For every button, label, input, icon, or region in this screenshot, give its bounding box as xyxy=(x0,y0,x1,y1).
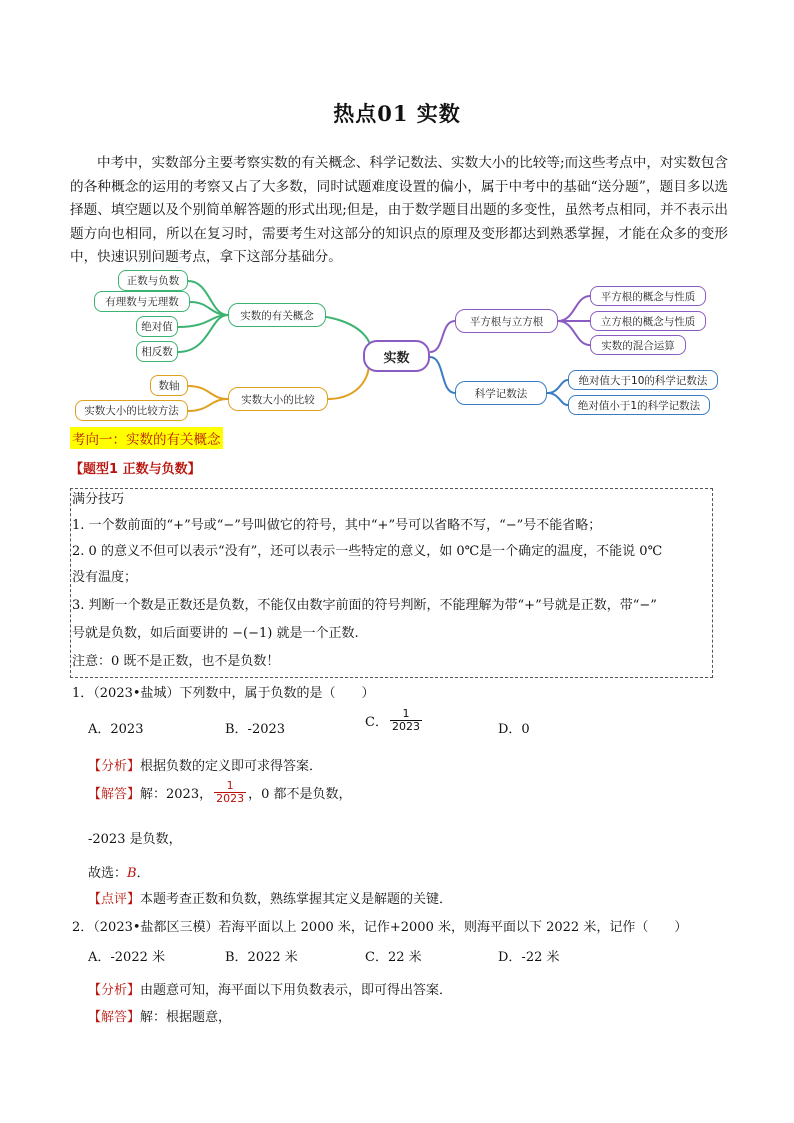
node-compare-method: 实数大小的比较方法 xyxy=(75,400,188,421)
tips-heading: 满分技巧 xyxy=(72,492,125,507)
q2-option-c: C．22 米 xyxy=(365,950,422,965)
node-square-root: 平方根的概念与性质 xyxy=(590,286,706,306)
q1-option-b: B．-2023 xyxy=(225,722,286,737)
node-number-line: 数轴 xyxy=(150,375,188,396)
q1-option-d: D．0 xyxy=(498,722,530,737)
analysis-text: 由题意可知，海平面以下用负数表示，即可得出答案． xyxy=(140,983,453,998)
analysis-tag: 【分析】 xyxy=(88,983,141,998)
q1-option-c xyxy=(365,708,424,733)
tip-3a: 3. 判断一个数是正数还是负数，不能仅由数字前面的符号判断，不能理解为带“+”号就是正数，带“−” xyxy=(72,598,657,613)
choose-prefix: 故选： xyxy=(88,866,128,881)
fraction-numerator: 1 xyxy=(226,779,234,792)
choose-suffix: ． xyxy=(136,866,150,881)
question-type-heading: 【题型1 正数与负数】 xyxy=(70,462,201,477)
node-compare: 实数大小的比较 xyxy=(228,387,328,411)
q2-stem: 2．（2023•盐都区三模）若海平面以上 2000 米，记作+2000 米，则海平面以下 2022 米，记作（ ） xyxy=(72,920,688,935)
node-sci-large: 绝对值大于10的科学记数法 xyxy=(568,370,718,390)
node-absolute-value: 绝对值 xyxy=(136,316,178,337)
node-roots: 平方根与立方根 xyxy=(455,309,558,333)
node-sci-notation: 科学记数法 xyxy=(455,381,547,405)
node-mixed-ops: 实数的混合运算 xyxy=(590,335,686,355)
mind-map xyxy=(70,265,724,423)
analysis-tag: 【分析】 xyxy=(88,759,141,774)
fraction-denominator: 2023 xyxy=(216,792,245,805)
intro-paragraph: 中考中，实数部分主要考察实数的有关概念、科学记数法、实数大小的比较等;而这些考点中，对实数包含的各种概念的运用的考察又占了大多数，同时试题难度设置的偏小，属于中考中的基础“送分题”，题目多以选择题、填空题以及个别简单解答题的形式出现;但是，由于数学题目出题的多变性，虽然考点相同，并不表示出题方向也相同，所以在复习时，需要考生对这部分的知识点的原理及变形都达到熟悉掌握，才能在众多的变形中，快速识别问题考点，拿下这部分基础分。 xyxy=(70,155,728,265)
q1-option-c-label: C． xyxy=(365,715,388,730)
q1-choose xyxy=(88,862,150,881)
answer-tag: 【解答】 xyxy=(88,787,141,802)
choose-value: B xyxy=(127,866,137,881)
q1-option-c-fraction xyxy=(390,708,422,733)
answer-post: ，0 都不是负数， xyxy=(248,787,352,802)
fraction-denominator: 2023 xyxy=(391,720,420,733)
node-cube-root: 立方根的概念与性质 xyxy=(590,311,706,331)
tip-2a: 2. 0 的意义不但可以表示“没有”，还可以表示一些特定的意义，如 0℃是一个确定的温度，不能说 0℃ xyxy=(72,544,663,559)
q1-comment xyxy=(88,888,452,907)
comment-text: 本题考查正数和负数，熟练掌握其定义是解题的关键． xyxy=(140,892,453,907)
q1-answer xyxy=(88,780,352,805)
answer-fraction xyxy=(214,780,246,805)
answer-text: 解：根据题意， xyxy=(140,1010,232,1025)
tips-note: 注意：0 既不是正数，也不是负数！ xyxy=(72,654,280,669)
comment-tag: 【点评】 xyxy=(88,892,141,907)
node-sci-small: 绝对值小于1的科学记数法 xyxy=(568,395,710,415)
tip-1: 1. 一个数前面的“+”号或“−”号叫做它的符号，其中“+”号可以省略不写，“−”号不能省略； xyxy=(72,518,602,533)
analysis-text: 根据负数的定义即可求得答案． xyxy=(140,759,323,774)
q1-analysis xyxy=(88,755,322,774)
q1-stem: 1．（2023•盐城）下列数中，属于负数的是（ ） xyxy=(72,686,375,701)
q1-option-a: A．2023 xyxy=(88,722,144,737)
q2-analysis xyxy=(88,979,452,998)
node-rational-irrational: 有理数与无理数 xyxy=(94,291,190,312)
q2-option-d: D．-22 米 xyxy=(498,950,560,965)
tip-3b: 号就是负数，如后面要讲的 −(−1) 就是一个正数. xyxy=(72,626,359,641)
node-concepts: 实数的有关概念 xyxy=(228,303,326,327)
q2-option-a: A．-2022 米 xyxy=(88,950,165,965)
answer-tag: 【解答】 xyxy=(88,1010,141,1025)
q1-answer-line2: -2023 是负数， xyxy=(88,832,182,847)
page-title: 热点01 实数 xyxy=(333,101,461,126)
section-heading: 考向一：实数的有关概念 xyxy=(70,427,223,449)
tip-2b: 没有温度； xyxy=(72,570,138,585)
node-opposite: 相反数 xyxy=(136,341,178,362)
fraction-numerator: 1 xyxy=(402,707,410,720)
q2-option-b: B．2022 米 xyxy=(225,950,298,965)
mind-map-root: 实数 xyxy=(363,340,430,372)
node-positive-negative: 正数与负数 xyxy=(118,270,188,291)
q2-answer xyxy=(88,1006,231,1025)
answer-pre: 解：2023， xyxy=(140,787,213,802)
